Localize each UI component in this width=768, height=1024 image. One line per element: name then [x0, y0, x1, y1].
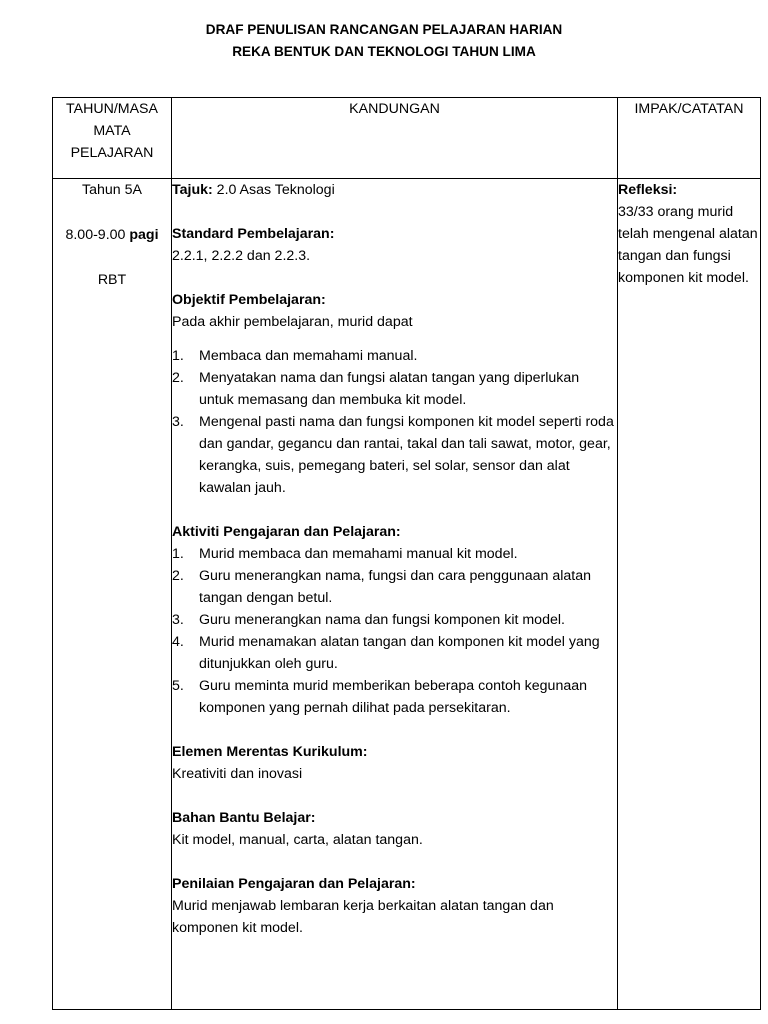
masa-suffix: pagi [125, 227, 159, 243]
list-item: 4. Murid menamakan alatan tangan dan komponen kit model yang ditunjukkan oleh guru. [172, 634, 600, 672]
document-title-line1: DRAF PENULISAN RANCANGAN PELAJARAN HARIAN [205, 22, 563, 37]
emk-label: Elemen Merentas Kurikulum: [172, 744, 368, 760]
bbb-value: Kit model, manual, carta, alatan tangan. [172, 832, 423, 848]
masa-line [53, 224, 171, 246]
impak-cell [618, 179, 761, 1010]
list-item: 2. Menyatakan nama dan fungsi alatan tangan yang diperlukan untuk memasang dan membuka kit model. [172, 370, 580, 408]
bbb-label: Bahan Bantu Belajar: [172, 810, 316, 826]
kelas-text: Tahun 5A [82, 182, 142, 198]
list-item: 3. Guru menerangkan nama dan fungsi komponen kit model. [172, 612, 565, 628]
header-col1-line3: PELAJARAN [70, 145, 154, 161]
header-col1-line2: MATA [93, 123, 131, 139]
tajuk-value: 2.0 Asas Teknologi [212, 182, 335, 198]
table-body-row [53, 179, 761, 1010]
standard-pembelajaran-value: 2.2.1, 2.2.2 dan 2.2.3. [172, 248, 311, 264]
document-title-line2: REKA BENTUK DAN TEKNOLOGI TAHUN LIMA [232, 44, 536, 59]
standard-pembelajaran-label: Standard Pembelajaran: [172, 226, 335, 242]
header-tahun-masa [53, 98, 172, 179]
header-col1-line1: TAHUN/MASA [66, 101, 158, 117]
penilaian-label: Penilaian Pengajaran dan Pelajaran: [172, 876, 416, 892]
header-impak: IMPAK/CATATAN [618, 98, 761, 179]
objektif-list [172, 345, 617, 499]
aktiviti-label: Aktiviti Pengajaran dan Pelajaran: [172, 524, 401, 540]
aktiviti-list [172, 543, 617, 719]
emk-value: Kreativiti dan inovasi [172, 766, 303, 782]
penilaian-value: Murid menjawab lembaran kerja berkaitan alatan tangan dan komponen kit model. [172, 898, 554, 936]
tajuk-label: Tajuk: [172, 182, 213, 198]
objektif-intro: Pada akhir pembelajaran, murid dapat [172, 314, 413, 330]
list-item: 1. Membaca dan memahami manual. [172, 348, 418, 364]
objektif-label: Objektif Pembelajaran: [172, 292, 326, 308]
refleksi-label: Refleksi: [618, 182, 678, 198]
masa-text: 8.00-9.00 [65, 227, 126, 243]
header-kandungan: KANDUNGAN [172, 98, 618, 179]
refleksi-text: 33/33 orang murid telah mengenal alatan tangan dan fungsi komponen kit model. [618, 204, 758, 286]
list-item: 5. Guru meminta murid memberikan beberapa contoh kegunaan komponen yang pernah dilihat pada persekitaran. [172, 678, 588, 716]
tahun-masa-cell [53, 179, 172, 1010]
table-header-row [53, 98, 761, 179]
lesson-plan-table [52, 97, 761, 1010]
subjek-text: RBT [97, 272, 127, 288]
list-item: 2. Guru menerangkan nama, fungsi dan cara penggunaan alatan tangan dengan betul. [172, 568, 592, 606]
list-item: 3. Mengenal pasti nama dan fungsi komponen kit model seperti roda dan gandar, gegancu dan rantai, takal dan tali sawat, motor, gear, kerangka, suis, pemegang bateri, sel solar, sensor dan alat kawalan jauh. [172, 414, 614, 496]
tajuk-line [172, 179, 617, 201]
list-item: 1. Murid membaca dan memahami manual kit model. [172, 546, 518, 562]
kandungan-cell [172, 179, 618, 1010]
